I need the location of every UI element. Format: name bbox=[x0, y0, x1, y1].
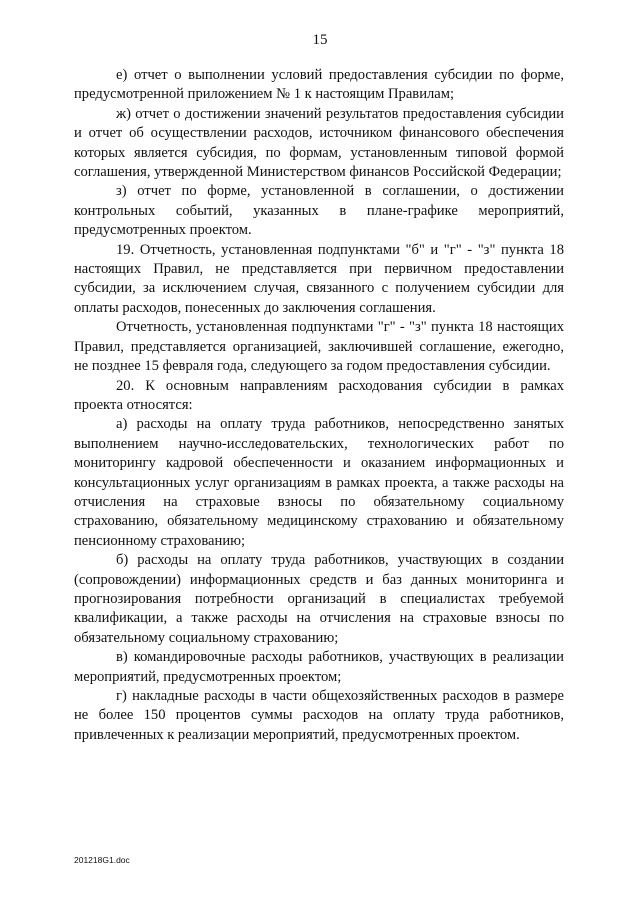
paragraph-reporting-deadline: Отчетность, установленная подпунктами "г" - "з" пункта 18 настоящих Правил, представляется организацией, заключившей соглашение, ежегодно, не позднее 15 февраля года, следующего за годом предоставления субсидии. bbox=[74, 319, 564, 375]
paragraph-item-a: а) расходы на оплату труда работников, непосредственно занятых выполнением научно-исследовательских, технологических работ по мониторингу кадровой обеспеченности и оказанием информационных и консультационных услуг организациям в рамках проекта, а также расходы на отчисления на страховые взносы по обязательному социальному страхованию, обязательному медицинскому страхованию и обязательному пенсионному страхованию; bbox=[74, 416, 564, 549]
paragraph-clause-19: 19. Отчетность, установленная подпунктами "б" и "г" - "з" пункта 18 настоящих Правил, не представляется при первичном предоставлении субсидии, за исключением случая, связанного с получением субсидии для оплаты расходов, понесенных до заключения соглашения. bbox=[74, 241, 564, 316]
paragraph-item-b: б) расходы на оплату труда работников, участвующих в создании (сопровождении) информационных средств и баз данных мониторинга и прогнозирования потребности организаций в специалистах требуемой квалификации, а также расходы на отчисления на страховые взносы по обязательному социальному страхованию; bbox=[74, 552, 564, 646]
page-number: 15 bbox=[312, 32, 328, 48]
paragraph-item-z: з) отчет по форме, установленной в соглашении, о достижении контрольных событий, указанных в плане-графике мероприятий, предусмотренных проектом. bbox=[74, 183, 564, 239]
paragraph-clause-20: 20. К основным направлениям расходования субсидии в рамках проекта относятся: bbox=[74, 377, 564, 413]
paragraph-item-zh: ж) отчет о достижении значений результатов предоставления субсидии и отчет об осуществлении расходов, источником финансового обеспечения которых является субсидия, по формам, установленным типовой формой соглашения, утвержденной Министерством финансов Российской Федерации; bbox=[74, 105, 564, 181]
paragraph-item-v: в) командировочные расходы работников, участвующих в реализации мероприятий, предусмотренных проектом; bbox=[74, 649, 564, 685]
paragraph-item-g: г) накладные расходы в части общехозяйственных расходов в размере не более 150 процентов суммы расходов на оплату труда работников, привлеченных к реализации мероприятий, предусмотренных проектом. bbox=[74, 688, 564, 743]
file-name-footer: 201218G1.doc bbox=[74, 855, 130, 865]
paragraph-item-e: е) отчет о выполнении условий предоставления субсидии по форме, предусмотренной приложением № 1 к настоящим Правилам; bbox=[74, 67, 564, 103]
document-body bbox=[74, 66, 564, 745]
